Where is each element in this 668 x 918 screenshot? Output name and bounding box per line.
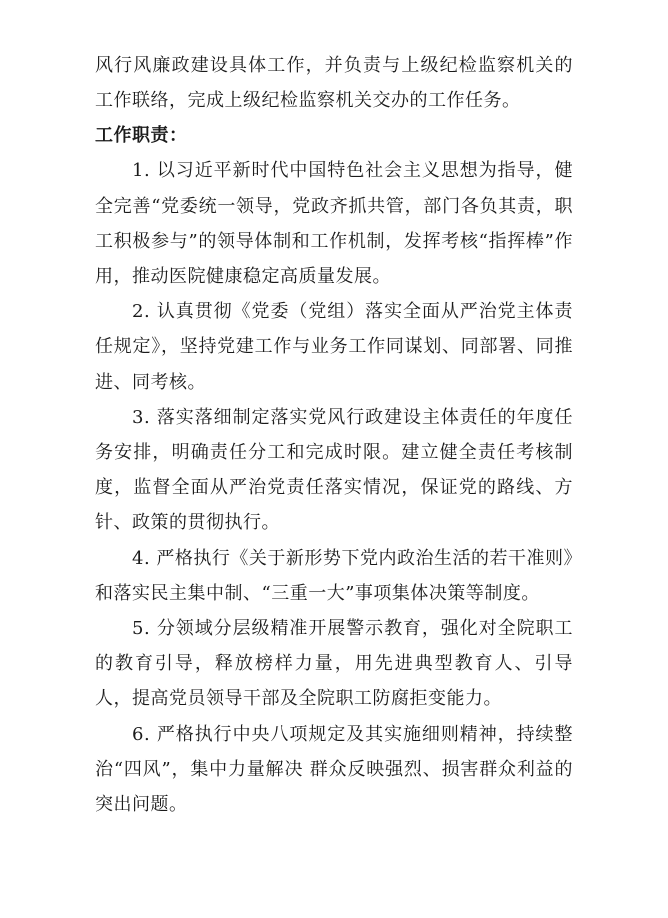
document-page — [95, 48, 573, 822]
intro-paragraph: 风行风廉政建设具体工作，并负责与上级纪检监察机关的工作联络，完成上级纪检监察机关交办的工作任务。 — [95, 55, 573, 112]
duty-item-5: 5. 分领域分层级精准开展警示教育，强化对全院职工的教育引导，释放榜样力量，用先进典型教育人、引导人，提高党员领导干部及全院职工防腐拒变能力。 — [95, 618, 573, 710]
duty-item-6: 6. 严格执行中央八项规定及其实施细则精神，持续整治“四风”，集中力量解决 群众反映强烈、损害群众利益的突出问题。 — [95, 723, 573, 816]
duty-item-3: 3. 落实落细制定落实党风行政建设主体责任的年度任务安排，明确责任分工和完成时限。建立健全责任考核制度，监督全面从严治党责任落实情况，保证党的路线、方针、政策的贯彻执行。 — [95, 406, 573, 534]
duty-item-2: 2. 认真贯彻《党委（党组）落实全面从严治党主体责任规定》，坚持党建工作与业务工作同谋划、同部署、同推进、同考核。 — [95, 301, 573, 393]
duty-item-4: 4. 严格执行《关于新形势下党内政治生活的若干准则》和落实民主集中制、“三重一大”事项集体决策等制度。 — [95, 547, 573, 604]
duties-heading: 工作职责： — [95, 125, 188, 147]
duties-list — [95, 153, 573, 822]
duty-item-1: 1. 以习近平新时代中国特色社会主义思想为指导，健全完善“党委统一领导，党政齐抓共管，部门各负其责，职工积极参与”的领导体制和工作机制，发挥考核“指挥棒”作用，推动医院健康稳定高质量发展。 — [95, 160, 573, 288]
